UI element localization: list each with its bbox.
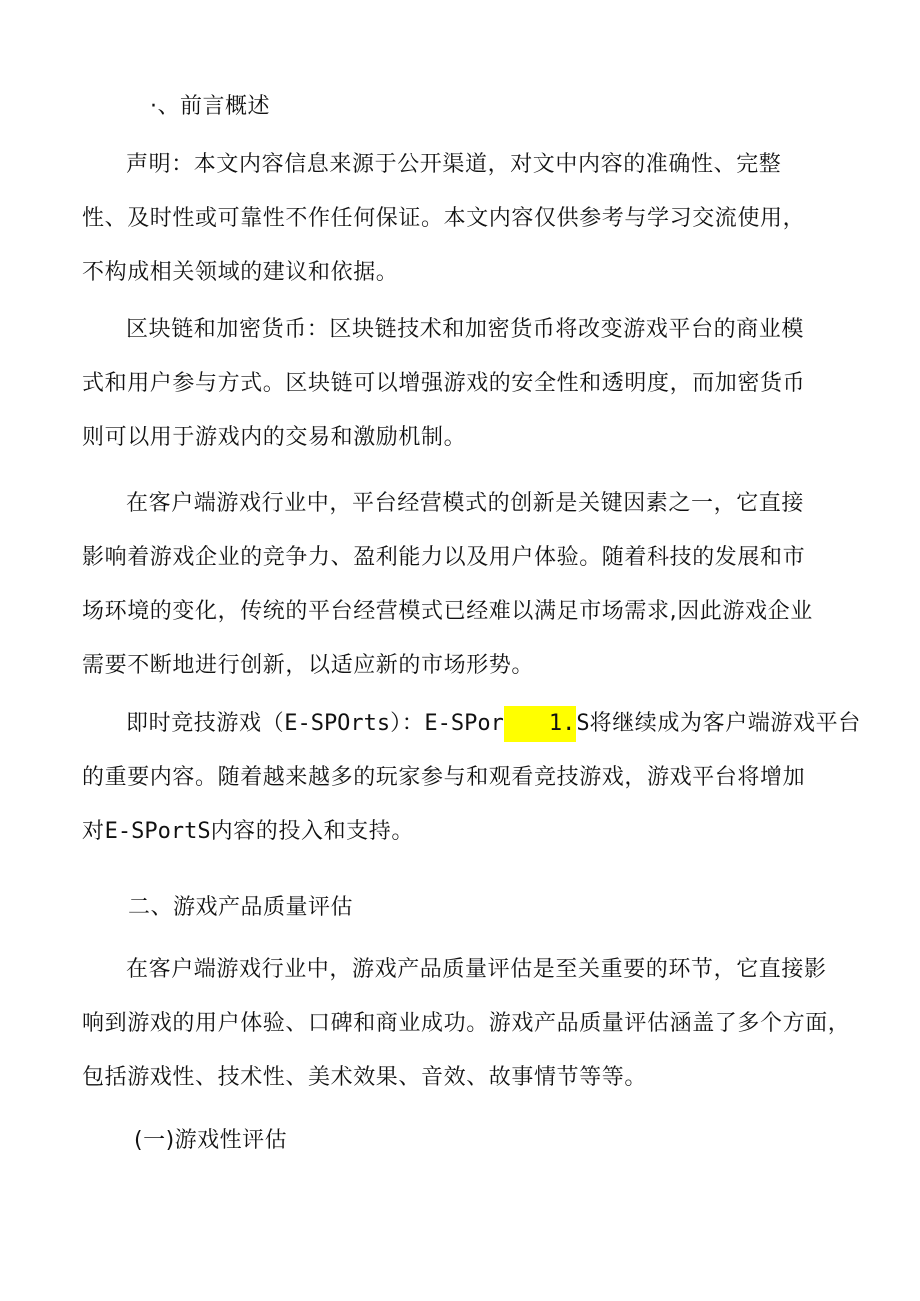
section-heading-quality: 二、游戏产品质量评估 xyxy=(128,895,354,920)
paragraph-line: 在客户端游戏行业中，平台经营模式的创新是关键因素之一，它直接 xyxy=(126,491,805,516)
paragraph-line xyxy=(82,697,861,751)
section-heading-intro: ·、前言概述 xyxy=(150,94,270,119)
paragraph-line: 包括游戏性、技术性、美术效果、音效、故事情节等等。 xyxy=(82,1065,648,1090)
text-run: ）： xyxy=(390,711,425,736)
paragraph-line xyxy=(82,805,832,859)
paragraph-line: 的重要内容。随着越来越多的玩家参与和观看竞技游戏，游戏平台将增加 xyxy=(82,765,806,790)
paragraph-line: 式和用户参与方式。区块链可以增强游戏的安全性和透明度，而加密货币 xyxy=(82,371,806,396)
paragraph-quality-overview xyxy=(82,943,851,1105)
paragraph-line: 在客户端游戏行业中，游戏产品质量评估是至关重要的环节，它直接影 xyxy=(126,957,827,982)
subsection-heading-gameplay: (一)游戏性评估 xyxy=(134,1128,288,1153)
paragraph-platform-innovation xyxy=(82,477,832,693)
paragraph-line: 响到游戏的用户体验、口碑和商业成功。游戏产品质量评估涵盖了多个方面， xyxy=(82,1011,851,1036)
paragraph-line: 性、及时性或可靠性不作任何保证。本文内容仅供参考与学习交流使用， xyxy=(82,206,806,231)
text-run: E-SPor xyxy=(424,711,504,736)
paragraph-line: 声明：本文内容信息来源于公开渠道，对文中内容的准确性、完整 xyxy=(126,152,782,177)
highlighted-text: 1. xyxy=(504,706,577,742)
text-run: S xyxy=(576,711,590,736)
paragraph-line: 不构成相关领域的建议和依据。 xyxy=(82,260,399,285)
paragraph-line: 需要不断地进行创新，以适应新的市场形势。 xyxy=(82,653,535,678)
text-run: 内容的投入和支持。 xyxy=(210,819,414,844)
paragraph-line: 场环境的变化，传统的平台经营模式已经难以满足市场需求,因此游戏企业 xyxy=(82,599,813,624)
paragraph-line: 则可以用于游戏内的交易和激励机制。 xyxy=(82,425,467,450)
text-run: 对 xyxy=(82,819,105,844)
paragraph-disclaimer xyxy=(82,138,832,300)
paragraph-line: 影响着游戏企业的竞争力、盈利能力以及用户体验。随着科技的发展和市 xyxy=(82,545,806,570)
text-run: E-SPOrts xyxy=(284,711,391,736)
text-run: 将继续成为客户端游戏平台 xyxy=(589,711,861,736)
text-run: 即时竞技游戏（ xyxy=(126,711,285,736)
paragraph-blockchain xyxy=(82,303,832,465)
text-run: E-SPortS xyxy=(104,819,211,844)
paragraph-esports xyxy=(82,697,861,859)
paragraph-line: 区块链和加密货币：区块链技术和加密货币将改变游戏平台的商业模 xyxy=(126,317,805,342)
